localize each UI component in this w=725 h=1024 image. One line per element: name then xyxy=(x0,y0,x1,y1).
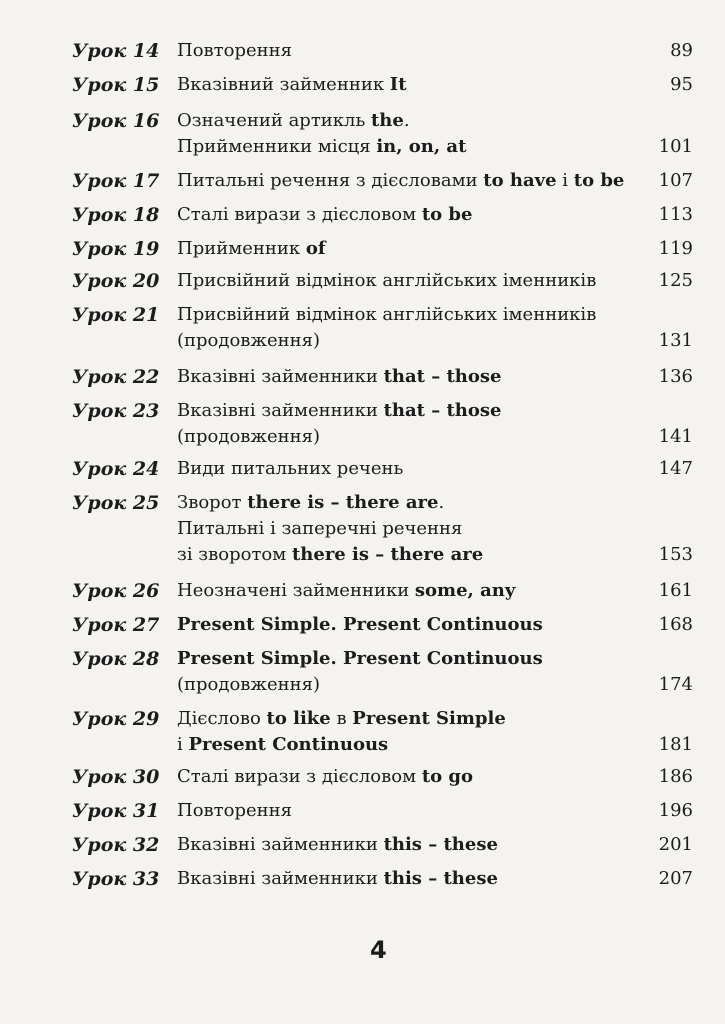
lesson-title-line xyxy=(177,202,472,228)
page-ref: 153 xyxy=(658,544,693,565)
title-text: Вказівні займенники xyxy=(177,366,384,387)
bold-term: in, on, at xyxy=(376,136,467,157)
bold-term: to have xyxy=(483,170,557,191)
lesson-title-line xyxy=(177,398,501,424)
lesson-title-line xyxy=(177,516,462,542)
page-ref: 101 xyxy=(658,136,693,157)
title-text: (продовження) xyxy=(177,674,321,695)
lesson-title-line xyxy=(177,490,444,516)
page-ref: 196 xyxy=(658,800,693,821)
lesson-title-line xyxy=(177,236,326,262)
page-ref: 136 xyxy=(658,366,693,387)
lesson-title-line xyxy=(177,328,320,354)
title-text: і xyxy=(177,734,189,755)
page-ref: 95 xyxy=(670,74,693,95)
title-text: Питальні і заперечні речення xyxy=(177,518,463,539)
lesson-number: Урок 22 xyxy=(72,366,160,388)
lesson-number: Урок 24 xyxy=(72,458,160,480)
title-text: Вказівні займенники xyxy=(177,834,384,855)
lesson-title-line xyxy=(177,302,596,328)
lesson-number: Урок 33 xyxy=(72,868,160,890)
lesson-title-line xyxy=(177,424,320,450)
lesson-title-line xyxy=(177,542,483,568)
lesson-number: Урок 16 xyxy=(72,110,160,132)
lesson-number: Урок 18 xyxy=(72,204,160,226)
lesson-title-line xyxy=(177,168,624,194)
lesson-title-line xyxy=(177,108,410,134)
title-text: . xyxy=(438,492,445,513)
bold-term: to be xyxy=(573,170,625,191)
lesson-title-line xyxy=(177,134,466,160)
lesson-title-line xyxy=(177,268,596,294)
lesson-number: Урок 15 xyxy=(72,74,160,96)
title-text: Неозначені займенники xyxy=(177,580,415,601)
lesson-number: Урок 21 xyxy=(72,304,160,326)
title-text: (продовження) xyxy=(177,426,321,447)
title-text: Присвійний відмінок англійських іменників xyxy=(177,270,597,291)
bold-term: to like xyxy=(266,708,331,729)
bold-term: Present Simple xyxy=(352,708,506,729)
title-text: Вказівні займенники xyxy=(177,400,384,421)
bold-term: Present Continuous xyxy=(188,734,389,755)
bold-term: that – those xyxy=(383,400,502,421)
page-ref: 201 xyxy=(658,834,693,855)
page-ref: 181 xyxy=(658,734,693,755)
title-text: Дієслово xyxy=(177,708,267,729)
lesson-number: Урок 19 xyxy=(72,238,160,260)
bold-term: this – these xyxy=(383,868,498,889)
lesson-title-line xyxy=(177,798,292,824)
title-text: Означений артикль xyxy=(177,110,371,131)
page-ref: 147 xyxy=(658,458,693,479)
page-number: 4 xyxy=(370,936,387,964)
page-ref: 125 xyxy=(658,270,693,291)
page-ref: 131 xyxy=(658,330,693,351)
bold-term: that – those xyxy=(383,366,502,387)
lesson-title-line xyxy=(177,72,407,98)
page-ref: 207 xyxy=(658,868,693,889)
lesson-title-line xyxy=(177,832,498,858)
title-text: Зворот xyxy=(177,492,248,513)
bold-term: It xyxy=(389,74,407,95)
page-ref: 119 xyxy=(658,238,693,259)
lesson-number: Урок 26 xyxy=(72,580,160,602)
bold-term: Present Simple. Present Continuous xyxy=(177,648,543,669)
title-text: і xyxy=(556,170,574,191)
page-ref: 186 xyxy=(658,766,693,787)
page-ref: 141 xyxy=(658,426,693,447)
page-ref: 107 xyxy=(658,170,693,191)
title-text: Прийменники місця xyxy=(177,136,377,157)
title-text: Сталі вирази з дієсловом xyxy=(177,204,422,225)
title-text: (продовження) xyxy=(177,330,321,351)
lesson-number: Урок 27 xyxy=(72,614,160,636)
bold-term: of xyxy=(305,238,326,259)
title-text: Вказівні займенники xyxy=(177,868,384,889)
page-ref: 161 xyxy=(658,580,693,601)
lesson-number: Урок 17 xyxy=(72,170,160,192)
lesson-title-line xyxy=(177,732,388,758)
title-text: Повторення xyxy=(177,800,292,821)
lesson-title-line xyxy=(177,38,292,64)
lesson-number: Урок 23 xyxy=(72,400,160,422)
lesson-title-line xyxy=(177,456,403,482)
lesson-number: Урок 20 xyxy=(72,270,160,292)
title-text: Питальні речення з дієсловами xyxy=(177,170,484,191)
lesson-number: Урок 30 xyxy=(72,766,160,788)
bold-term: some, any xyxy=(414,580,516,601)
lesson-title-line xyxy=(177,364,501,390)
title-text: зі зворотом xyxy=(177,544,292,565)
lesson-title-line xyxy=(177,866,498,892)
lesson-title-line xyxy=(177,612,543,638)
lesson-number: Урок 29 xyxy=(72,708,160,730)
lesson-number: Урок 25 xyxy=(72,492,160,514)
bold-term: there is – there are xyxy=(291,544,484,565)
page-ref: 168 xyxy=(658,614,693,635)
bold-term: Present Simple. Present Continuous xyxy=(177,614,543,635)
bold-term: the xyxy=(370,110,404,131)
page-ref: 89 xyxy=(670,40,693,61)
lesson-number: Урок 32 xyxy=(72,834,160,856)
title-text: Присвійний відмінок англійських іменників xyxy=(177,304,597,325)
lesson-number: Урок 31 xyxy=(72,800,160,822)
bold-term: this – these xyxy=(383,834,498,855)
bold-term: there is – there are xyxy=(247,492,439,513)
title-text: Вказівний займенник xyxy=(177,74,390,95)
bold-term: to go xyxy=(421,766,473,787)
title-text: Види питальних речень xyxy=(177,458,404,479)
title-text: Прийменник xyxy=(177,238,306,259)
lesson-number: Урок 14 xyxy=(72,40,160,62)
lesson-title-line xyxy=(177,764,473,790)
title-text: Повторення xyxy=(177,40,292,61)
page-ref: 174 xyxy=(658,674,693,695)
title-text: Сталі вирази з дієсловом xyxy=(177,766,422,787)
lesson-title-line xyxy=(177,646,543,672)
page-ref: 113 xyxy=(658,204,693,225)
lesson-title-line xyxy=(177,672,320,698)
bold-term: to be xyxy=(421,204,473,225)
lesson-title-line xyxy=(177,706,506,732)
lesson-title-line xyxy=(177,578,515,604)
lesson-number: Урок 28 xyxy=(72,648,160,670)
title-text: . xyxy=(403,110,410,131)
title-text: в xyxy=(330,708,353,729)
